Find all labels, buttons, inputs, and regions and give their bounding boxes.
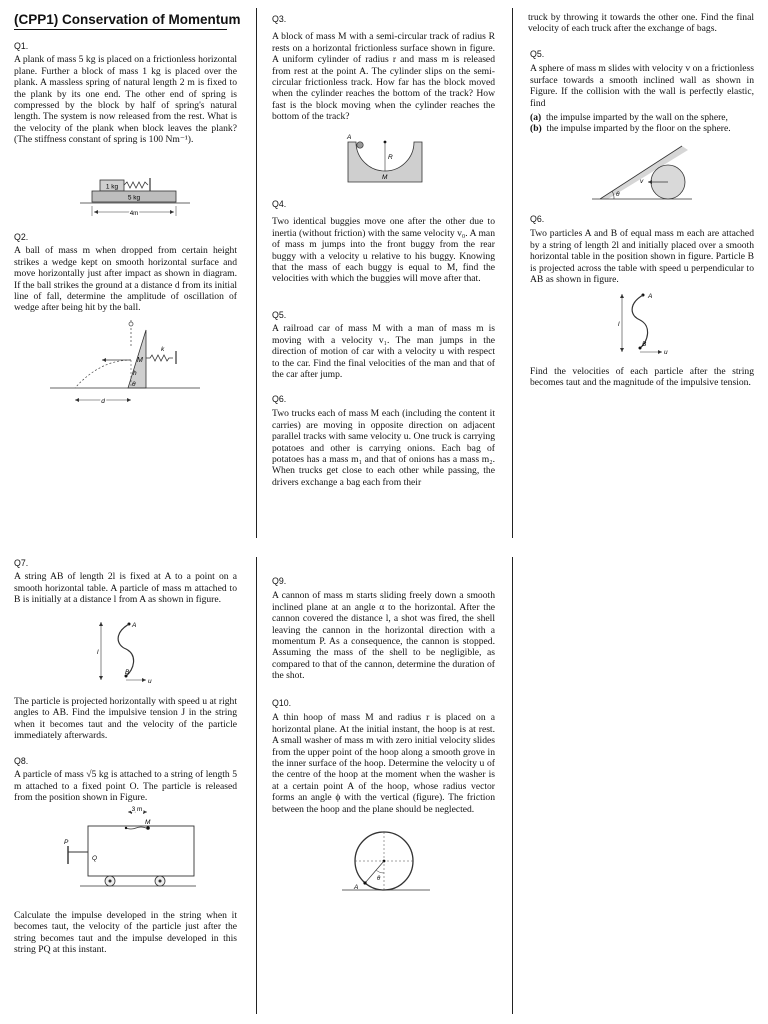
question-label: Q5.: [530, 49, 545, 59]
column-divider: [512, 8, 513, 538]
list-item: (a) the impulse imparted by the wall on the sphere,: [530, 112, 728, 124]
angle-label: θ: [132, 381, 136, 388]
question-q6b: [530, 214, 754, 285]
question-text: A ball of mass m when dropped from certain height strikes a wedge kept on smooth horizontal surface and move horizontally just after impact as shown in diagram. If the ball strikes the ground at a distance d from its initial line of fall, determine the amplitude of oscillation of wedge after being hit by the ball.: [14, 245, 237, 314]
question-q1: [14, 41, 237, 146]
question-q2: [14, 232, 237, 314]
question-q6b-after: [530, 366, 754, 389]
question-q5a: [272, 310, 495, 380]
question-label: Q8.: [14, 756, 29, 766]
u-label: u: [664, 349, 668, 356]
angle-label: θ: [377, 876, 381, 882]
question-q6a-continued: [528, 12, 754, 35]
q5b-figure: [592, 144, 692, 202]
b-label: B: [125, 669, 130, 676]
q2-figure: [20, 318, 220, 410]
q10-figure: [342, 828, 432, 894]
mass-label: M: [382, 174, 388, 181]
q1-figure: [80, 172, 190, 222]
question-label: Q10.: [272, 698, 292, 708]
radius-label: R: [388, 154, 393, 161]
question-text-after: The particle is projected horizontally with speed u at right angles to AB. Find the impulsive tension J in the string when it becomes taut and the velocity of the particle immediately afterwards.: [14, 696, 237, 742]
a-label: A: [132, 622, 137, 629]
q-label: Q: [92, 855, 98, 862]
question-text-continued: truck by throwing it towards the other one. Find the final velocity of each truck after the exchange of bags.: [528, 12, 754, 35]
l-label: l: [97, 649, 99, 656]
question-label: Q2.: [14, 232, 29, 242]
spring-label: k: [161, 346, 165, 353]
trajectory: [75, 360, 131, 388]
block-label: 1 kg: [105, 183, 119, 191]
point-label: A: [347, 134, 352, 141]
b-label: B: [642, 341, 647, 348]
question-text: A cannon of mass m starts sliding freely down a smooth inclined plane at an angle α to the horizontal. After the cannon covered the distance l, a shot was fired, the shell leaving the cannon in the horizontal direction with a momentum P. As a consequence, the cannon is stopped. Assuming the mass of the shell to be negligible, as compared to that of the cannon, determine the duration of the shot.: [272, 590, 495, 682]
plank-label: 5 kg: [127, 194, 141, 202]
a-label: A: [354, 884, 359, 891]
question-text: Two particles A and B of equal mass m each are attached by a string of length 2l and initially placed over a smooth horizontal table in the position shown in figure. Particle B is projected across the table with speed u perpendicular to AB as shown in figure.: [530, 228, 754, 286]
question-q7: [14, 558, 237, 606]
angle-label: θ: [616, 191, 620, 198]
question-label: Q6.: [530, 214, 545, 224]
question-q6a: [272, 394, 495, 488]
question-label: Q3.: [272, 14, 287, 24]
question-text-after: Calculate the impulse developed in the string when it becomes taut, the velocity of the particle just after the string becomes taut and the impulse developed in this string PQ at this instant.: [14, 910, 237, 956]
question-text: A block of mass M with a semi-circular track of radius R rests on a horizontal frictionless surface shown in figure. A uniform cylinder of radius r and mass m is released from rest at the point A. The cylinder slips on the semi-circular frictionless track. How far has the block moved when the cylinder reaches the bottom of the track? How fast is the block moving when the cylinder reaches the bottom of the track?: [272, 31, 495, 123]
l-label: l: [618, 321, 620, 328]
mass-label: M: [137, 357, 143, 364]
question-label: Q1.: [14, 41, 29, 51]
height-label: h: [133, 370, 137, 377]
question-label: Q7.: [14, 558, 29, 568]
question-text: Two identical buggies move one after the other due to inertia (without friction) with the same velocity v₀. A man of mass m jumps into the front buggy from the rear buggy with a velocity u relative to his buggy. Knowing that the mass of each buggy is equal to M, find the velocities with which the buggies will move after that.: [272, 216, 495, 285]
question-q8: [14, 756, 237, 804]
velocity-label: v: [640, 178, 644, 185]
question-text: A plank of mass 5 kg is placed on a frictionless horizontal plane. Further a block of mass 1 kg is placed over the plank. A massless spring of natural length 2 m is fixed to the plank by its one end. The other end of spring is compressed by the block by half of spring's natural length. The system is now released from the rest. What is the velocity of the plank when block leaves the plank? (The stiffness constant of spring is 100 Nm⁻¹).: [14, 54, 237, 146]
question-text: A string AB of length 2l is fixed at A to a point on a smooth horizontal table. A particle of mass m attached to B is initially at a distance l from A as shown in figure.: [14, 571, 237, 606]
ball: [129, 322, 133, 326]
question-label: Q5.: [272, 310, 287, 320]
question-q9: [272, 576, 495, 682]
question-q7-after: [14, 696, 237, 742]
car-body: [88, 826, 194, 876]
distance-label: d: [101, 398, 105, 405]
question-q10: [272, 698, 495, 815]
q6b-figure: [600, 288, 680, 360]
list-item: (b) the impulse imparted by the floor on the sphere.: [530, 123, 731, 135]
question-text: A railroad car of mass M with a man of mass m is moving with a velocity v₁. The man jumps in the direction of motion of car with a velocity u with respect to the car. Find the final velocities of the man and that of the car after jump.: [272, 323, 495, 381]
question-text: A sphere of mass m slides with velocity v on a frictionless surface towards a smooth inclined wall as shown in Figure. If the collision with the wall is perfectly elastic, find: [530, 63, 754, 109]
question-q4: [272, 199, 495, 285]
length-label: 3 m: [131, 806, 143, 813]
question-label: Q6.: [272, 394, 287, 404]
q3-figure: [338, 134, 428, 186]
question-q8-after: [14, 910, 237, 956]
column-divider: [256, 557, 257, 1014]
q8-figure: [60, 808, 200, 898]
question-q5b: [530, 49, 754, 135]
question-text-after: Find the velocities of each particle after the string becomes taut and the magnitude of the impulsive tension.: [530, 366, 754, 389]
a-label: A: [648, 293, 653, 300]
m-label: M: [145, 819, 151, 826]
column-divider: [256, 8, 257, 538]
title-underline: [14, 29, 227, 30]
q7-figure: [84, 616, 164, 688]
question-label: Q9.: [272, 576, 287, 586]
spring: [146, 355, 173, 361]
question-text: A particle of mass √5 kg is attached to a string of length 5 m attached to a fixed point O. The particle is released from the position shown in Figure.: [14, 769, 237, 804]
u-label: u: [148, 678, 152, 685]
question-text: A thin hoop of mass M and radius r is placed on a horizontal plane. At the initial instant, the hoop is at rest. A small washer of mass m with zero initial velocity slides from the upper point of the hoop along a smooth grove in the inner surface of the hoop. Determine the velocity u of the centre of the hoop at the moment when the washer is at a certain point A of the hoop, whose radius vector forms an angle ϕ with the vertical (figure). The friction between the hoop and the plane should be neglected.: [272, 712, 495, 815]
p-label: P: [64, 839, 69, 846]
length-label: 4m: [129, 210, 139, 217]
spring: [124, 182, 148, 188]
washer: [363, 881, 366, 884]
question-text: Two trucks each of mass M each (including the content it carries) are moving in opposite direction on adjacent parallel tracks with same velocity u. One truck is carrying potatoes and other is carrying onions. Each bag of potatoes has a mass m₁ and that of onions has a mass m₂. When trucks get close to each other while passing, the drivers exchange a bag each from their: [272, 408, 495, 488]
question-q3: [272, 14, 495, 123]
question-label: Q4.: [272, 199, 287, 209]
cylinder: [357, 142, 363, 148]
column-divider: [512, 557, 513, 1014]
page-title: (CPP1) Conservation of Momentum: [14, 12, 241, 27]
